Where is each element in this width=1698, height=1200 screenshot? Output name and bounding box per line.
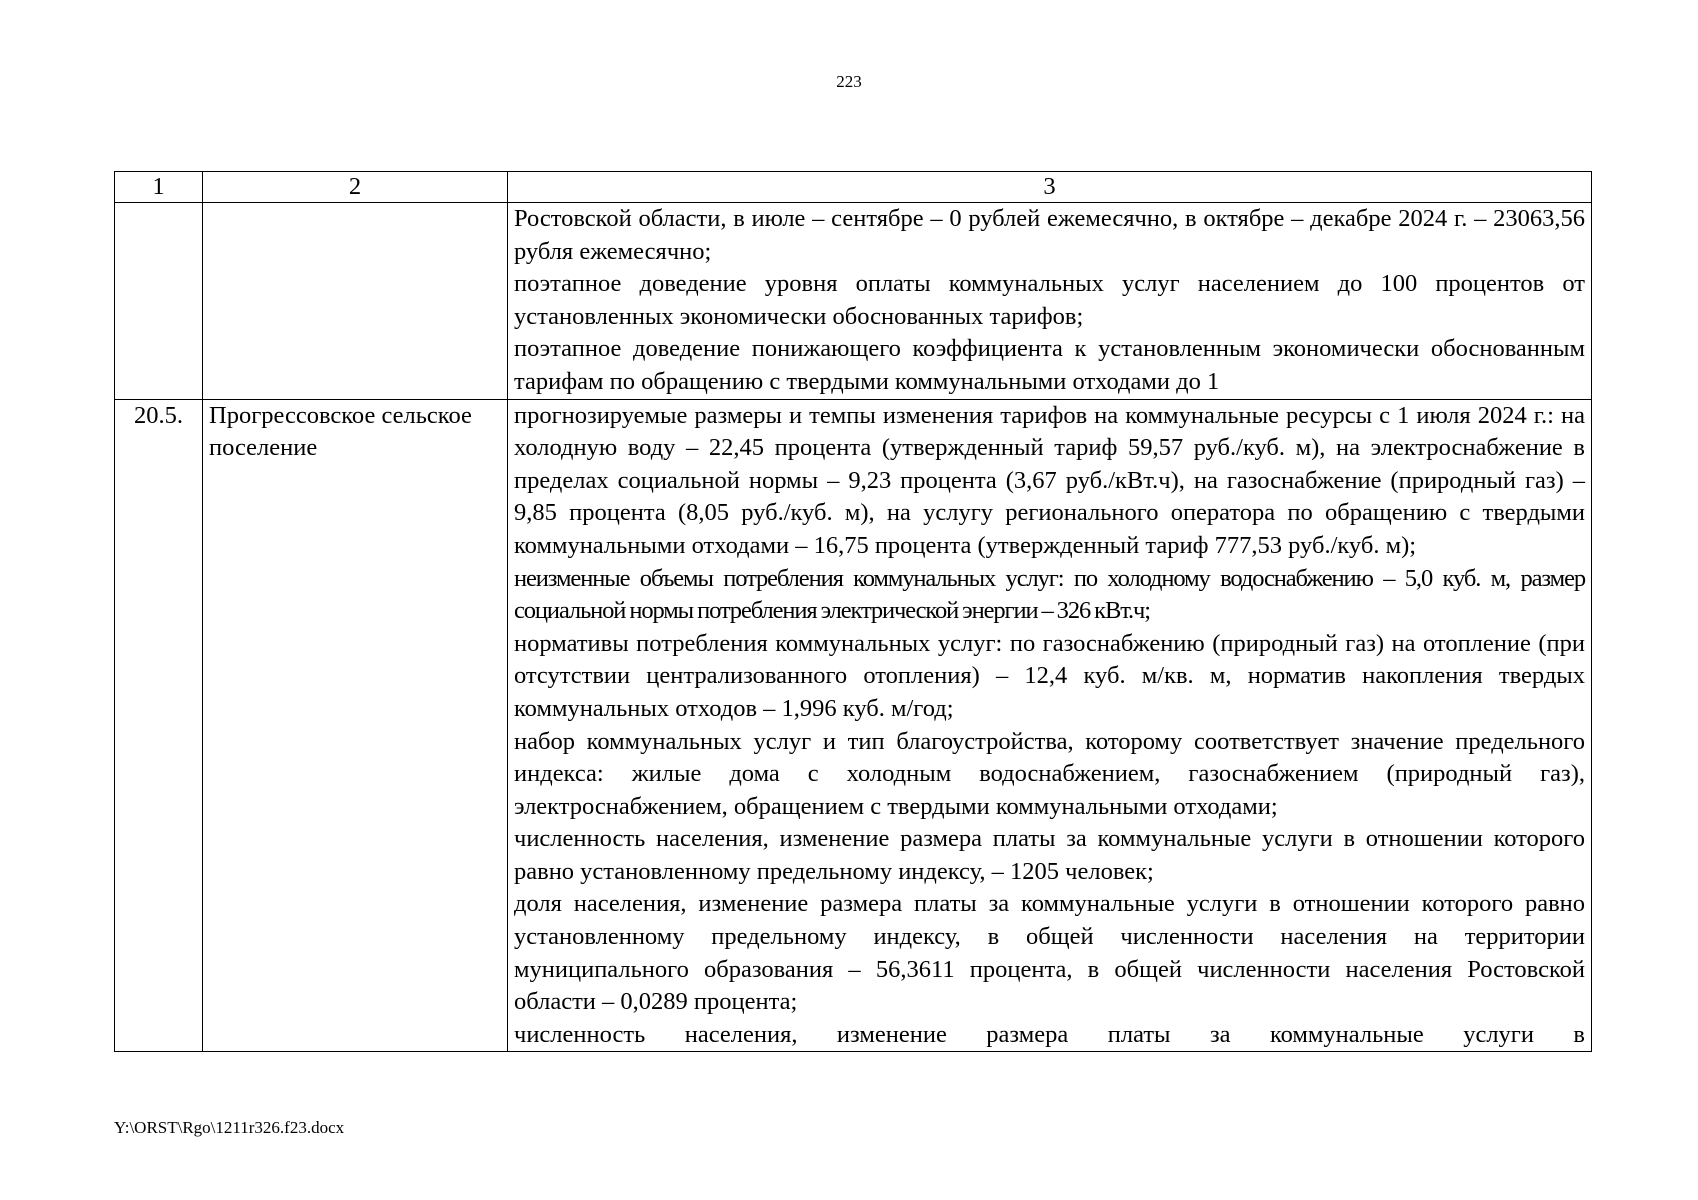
paragraph: численность населения, изменение размера платы за коммунальные услуги в [514,1020,1585,1048]
settlement-name-cell [203,203,508,400]
paragraph: поэтапное доведение уровня оплаты коммунальных услуг населением до 100 процентов от установленных экономически обоснованных тарифов; [514,270,1585,330]
row-number-cell: 20.5. [115,399,203,1052]
file-path-footer: Y:\ORST\Rgo\1211r326.f23.docx [114,1118,345,1137]
paragraph: набор коммунальных услуг и тип благоустройства, которому соответствует значение предельного индекса: жилые дома с холодным водоснабжением, газоснабжением (природный газ), электроснабжением, обращением с твердыми коммунальными отходами; [514,727,1585,820]
table-row-20-5 [115,399,1592,1052]
header-cell-3: 3 [508,172,1592,203]
paragraph: прогнозируемые размеры и темпы изменения тарифов на коммунальные ресурсы с 1 июля 2024 г.: на холодную воду – 22,45 процента (утвержденный тариф 59,57 руб./куб. м), на электроснабжение в пределах социальной нормы – 9,23 процента (3,67 руб./кВт.ч), на газоснабжение (природный газ) – 9,85 процента (8,05 руб./куб. м), на услугу регионального оператора по обращению с твердыми коммунальными отходами – 16,75 процента (утвержденный тариф 777,53 руб./куб. м); [514,401,1585,559]
paragraph: нормативы потребления коммунальных услуг: по газоснабжению (природный газ) на отопление (при отсутствии централизованного отопления) – 12,4 куб. м/кв. м, норматив накопления твердых коммунальных отходов – 1,996 куб. м/год; [514,629,1585,722]
paragraph: численность населения, изменение размера платы за коммунальные услуги в отношении которого равно установленному предельному индексу, – 1205 человек; [514,825,1585,885]
table-header-row [115,172,1592,203]
description-cell [508,399,1592,1052]
tariff-table [114,171,1592,1052]
header-cell-2: 2 [203,172,508,203]
settlement-name-cell: Прогрессовское сельское поселение [203,399,508,1052]
paragraph: неизменные объемы потребления коммунальных услуг: по холодному водоснабжению – 5,0 куб. м, размер социальной нормы потребления электрической энергии – 326 кВт.ч; [514,564,1585,625]
description-cell [508,203,1592,400]
row-number-cell [115,203,203,400]
header-cell-1: 1 [115,172,203,203]
paragraph: Ростовской области, в июле – сентябре – 0 рублей ежемесячно, в октябре – декабре 2024 г. – 23063,56 рубля ежемесячно; [514,205,1585,265]
paragraph: доля населения, изменение размера платы за коммунальные услуги в отношении которого равно установленному предельному индексу, в общей численности населения на территории муниципального образования – 56,3611 процента, в общей численности населения Ростовской области – 0,0289 процента; [514,890,1585,1016]
paragraph: поэтапное доведение понижающего коэффициента к установленным экономически обоснованным тарифам по обращению с твердыми коммунальными отходами до 1 [514,335,1585,395]
table-row-continuation [115,203,1592,400]
page-number: 223 [836,72,862,91]
